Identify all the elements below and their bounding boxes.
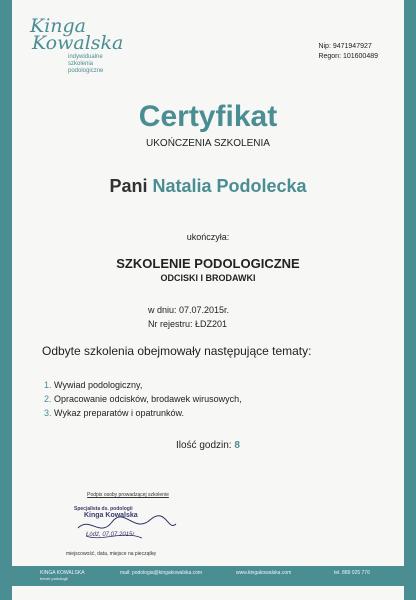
stamp-name: Kinga Kowalska bbox=[84, 512, 138, 519]
footer-company bbox=[40, 570, 85, 581]
topics-list bbox=[44, 378, 242, 420]
course-subtitle: ODCISKI I BRODAWKI bbox=[160, 273, 256, 283]
footer-email: mail: podologia@kingakowalska.com bbox=[120, 570, 203, 576]
recipient-prefix: Pani bbox=[109, 176, 148, 196]
regon-number: Regon: 101600489 bbox=[318, 53, 378, 60]
course-details bbox=[148, 303, 229, 331]
signature-date: Łódź, 07.07.2015r. bbox=[86, 532, 136, 538]
list-item bbox=[44, 378, 242, 392]
company-ids bbox=[318, 42, 378, 62]
completed-label: ukończyła: bbox=[186, 232, 230, 242]
logo-subtitle bbox=[30, 54, 150, 75]
recipient-name: Natalia Podolecka bbox=[152, 176, 307, 196]
signature-caption bbox=[58, 492, 198, 498]
signature-place-caption: miejscowość, data, miejsce na pieczątkę bbox=[66, 551, 157, 557]
logo-sub2: szkolenia bbox=[68, 61, 94, 67]
footer-web: www.kingakowalska.com bbox=[236, 570, 292, 576]
hours-value: 8 bbox=[234, 440, 240, 451]
logo-line2: Kowalska bbox=[32, 32, 124, 54]
list-item bbox=[44, 406, 242, 420]
hours-line bbox=[176, 440, 240, 451]
logo-line1: Kinga bbox=[30, 15, 86, 37]
topic-number: 3. bbox=[44, 408, 52, 418]
footer-phone: tel. 889 025 776 bbox=[334, 570, 370, 576]
registry-number: Nr rejestru: ŁDZ201 bbox=[148, 319, 228, 329]
brand-logo bbox=[30, 15, 150, 75]
topic-text: Wywiad podologiczny, bbox=[54, 380, 143, 390]
signature-label: Podpis osoby prowadzącej szkolenie bbox=[87, 492, 169, 498]
certificate-body bbox=[12, 0, 404, 600]
stamp-title: Specjalista ds. podologii bbox=[74, 506, 133, 512]
course-date: w dniu: 07.07.2015r. bbox=[148, 305, 230, 315]
logo-sub1: indywidualne bbox=[68, 54, 103, 60]
certificate-title: Certyfikat bbox=[138, 100, 278, 133]
logo-script bbox=[30, 15, 150, 54]
topics-header: Odbyte szkolenia obejmowały następujące tematy: bbox=[42, 344, 312, 358]
topic-text: Wykaz preparatów i opatrunków. bbox=[54, 408, 185, 418]
signature-stamp bbox=[72, 508, 182, 548]
certificate-subtitle: UKOŃCZENIA SZKOLENIA bbox=[146, 138, 270, 149]
footer-role: trener podologii bbox=[40, 576, 68, 581]
topic-number: 2. bbox=[44, 394, 52, 404]
logo-sub3: podologiczne bbox=[68, 68, 104, 74]
footer-name: KINGA KOWALSKA bbox=[40, 570, 85, 576]
list-item bbox=[44, 392, 242, 406]
topic-number: 1. bbox=[44, 380, 52, 390]
right-border-band bbox=[404, 0, 416, 600]
nip-number: Nip: 9471947927 bbox=[318, 43, 372, 50]
course-name: SZKOLENIE PODOLOGICZNE bbox=[116, 256, 300, 271]
footer bbox=[12, 566, 404, 586]
left-border-band bbox=[0, 0, 12, 600]
topic-text: Opracowanie odcisków, brodawek wirusowych, bbox=[54, 394, 242, 404]
hours-label: Ilość godzin: bbox=[176, 440, 232, 451]
recipient-line bbox=[0, 176, 416, 197]
